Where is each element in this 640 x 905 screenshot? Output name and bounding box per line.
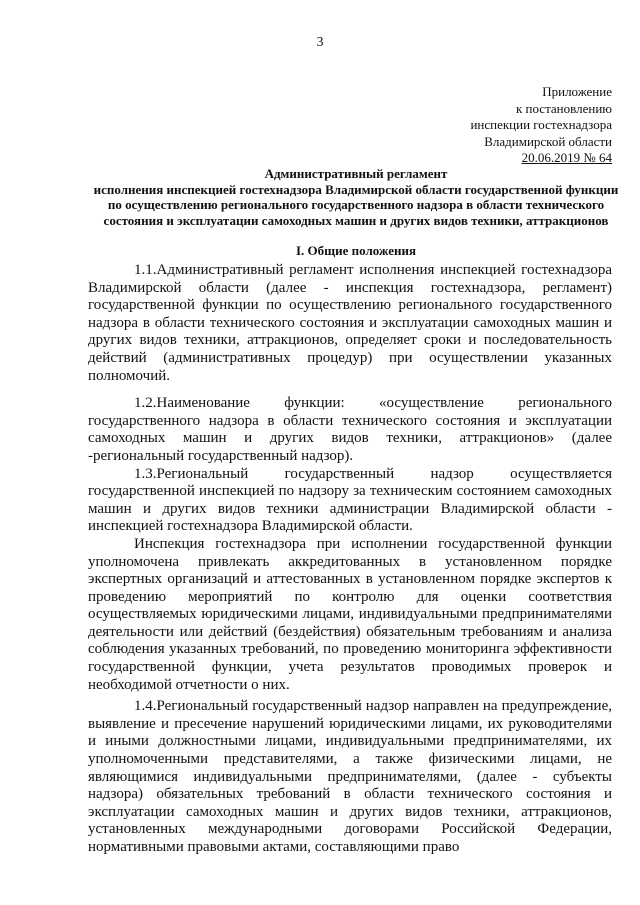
paragraph: Инспекция гостехнадзора при исполнении государственной функции уполномочена привлекать аккредитованных в установленном порядке экспертных организаций и аттестованных в установленном порядке экспертов к проведению мероприятий по контролю для оценки соответствия осуществляемых юридическими лицами, индивидуальными предпринимателями деятельности или действий (бездействия) обязательным требованиям и анализа соблюдения указанных требований, по проведению мониторинга эффективности государственной функции, учета результатов проводимых проверок и необходимой отчетности о них. [88, 535, 612, 693]
appendix-line: инспекции гостехнадзора [470, 117, 612, 132]
paragraph: 1.3.Региональный государственный надзор осуществляется государственной инспекцией по надзору за техническим состоянием самоходных машин и других видов техники администрации Владимирской области - инспекцией гостехнадзора Владимирской области. [88, 465, 612, 535]
body-text [88, 262, 612, 857]
appendix-block [470, 84, 612, 167]
section-heading: I. Общие положения [296, 243, 416, 258]
appendix-line: к постановлению [515, 100, 612, 116]
paragraph: 1.1.Административный регламент исполнения инспекцией гостехнадзора Владимирской области (далее - инспекция гостехнадзора, регламент) государственной функции по осуществлению регионального государственного надзора в области технического состояния и эксплуатации самоходных машин и других видов техники, аттракционов, определяет сроки и последовательность действий (административных процедур) при осуществлении указанных полномочий. [88, 262, 612, 384]
paragraph: 1.2.Наименование функции: «осуществление регионального государственного надзора в области технического состояния и эксплуатации самоходных машин и других видов техники, аттракционов» (далее -региональный государственный надзор). [88, 395, 612, 464]
appendix-line: Приложение [542, 84, 612, 99]
page-number: 3 [316, 35, 324, 50]
document-title [88, 166, 624, 228]
title-line: Административный регламент [264, 166, 448, 181]
paragraph: 1.4.Региональный государственный надзор направлен на предупреждение, выявление и пресечение нарушений юридическими лицами, их руководителями и иными должностными лицами, индивидуальными предпринимателями, их уполномоченными представителями, а также физическими лицами, не являющимися индивидуальными предпринимателями, (далее - субъекты надзора) обязательных требований в области технического состояния и эксплуатации самоходных машин и других видов техники, аттракционов, установленных международными договорами Российской Федерации, нормативными правовыми актами, составляющими право [88, 698, 612, 855]
appendix-date-number: 20.06.2019 № 64 [521, 150, 612, 165]
title-subline: исполнения инспекцией гостехнадзора Владимирской области государственной функции по осуществлению регионального государственного надзора в области технического состояния и эксплуатации самоходных машин и других видов техники, аттракционов [93, 181, 619, 228]
appendix-line: Владимирской области [484, 133, 612, 149]
